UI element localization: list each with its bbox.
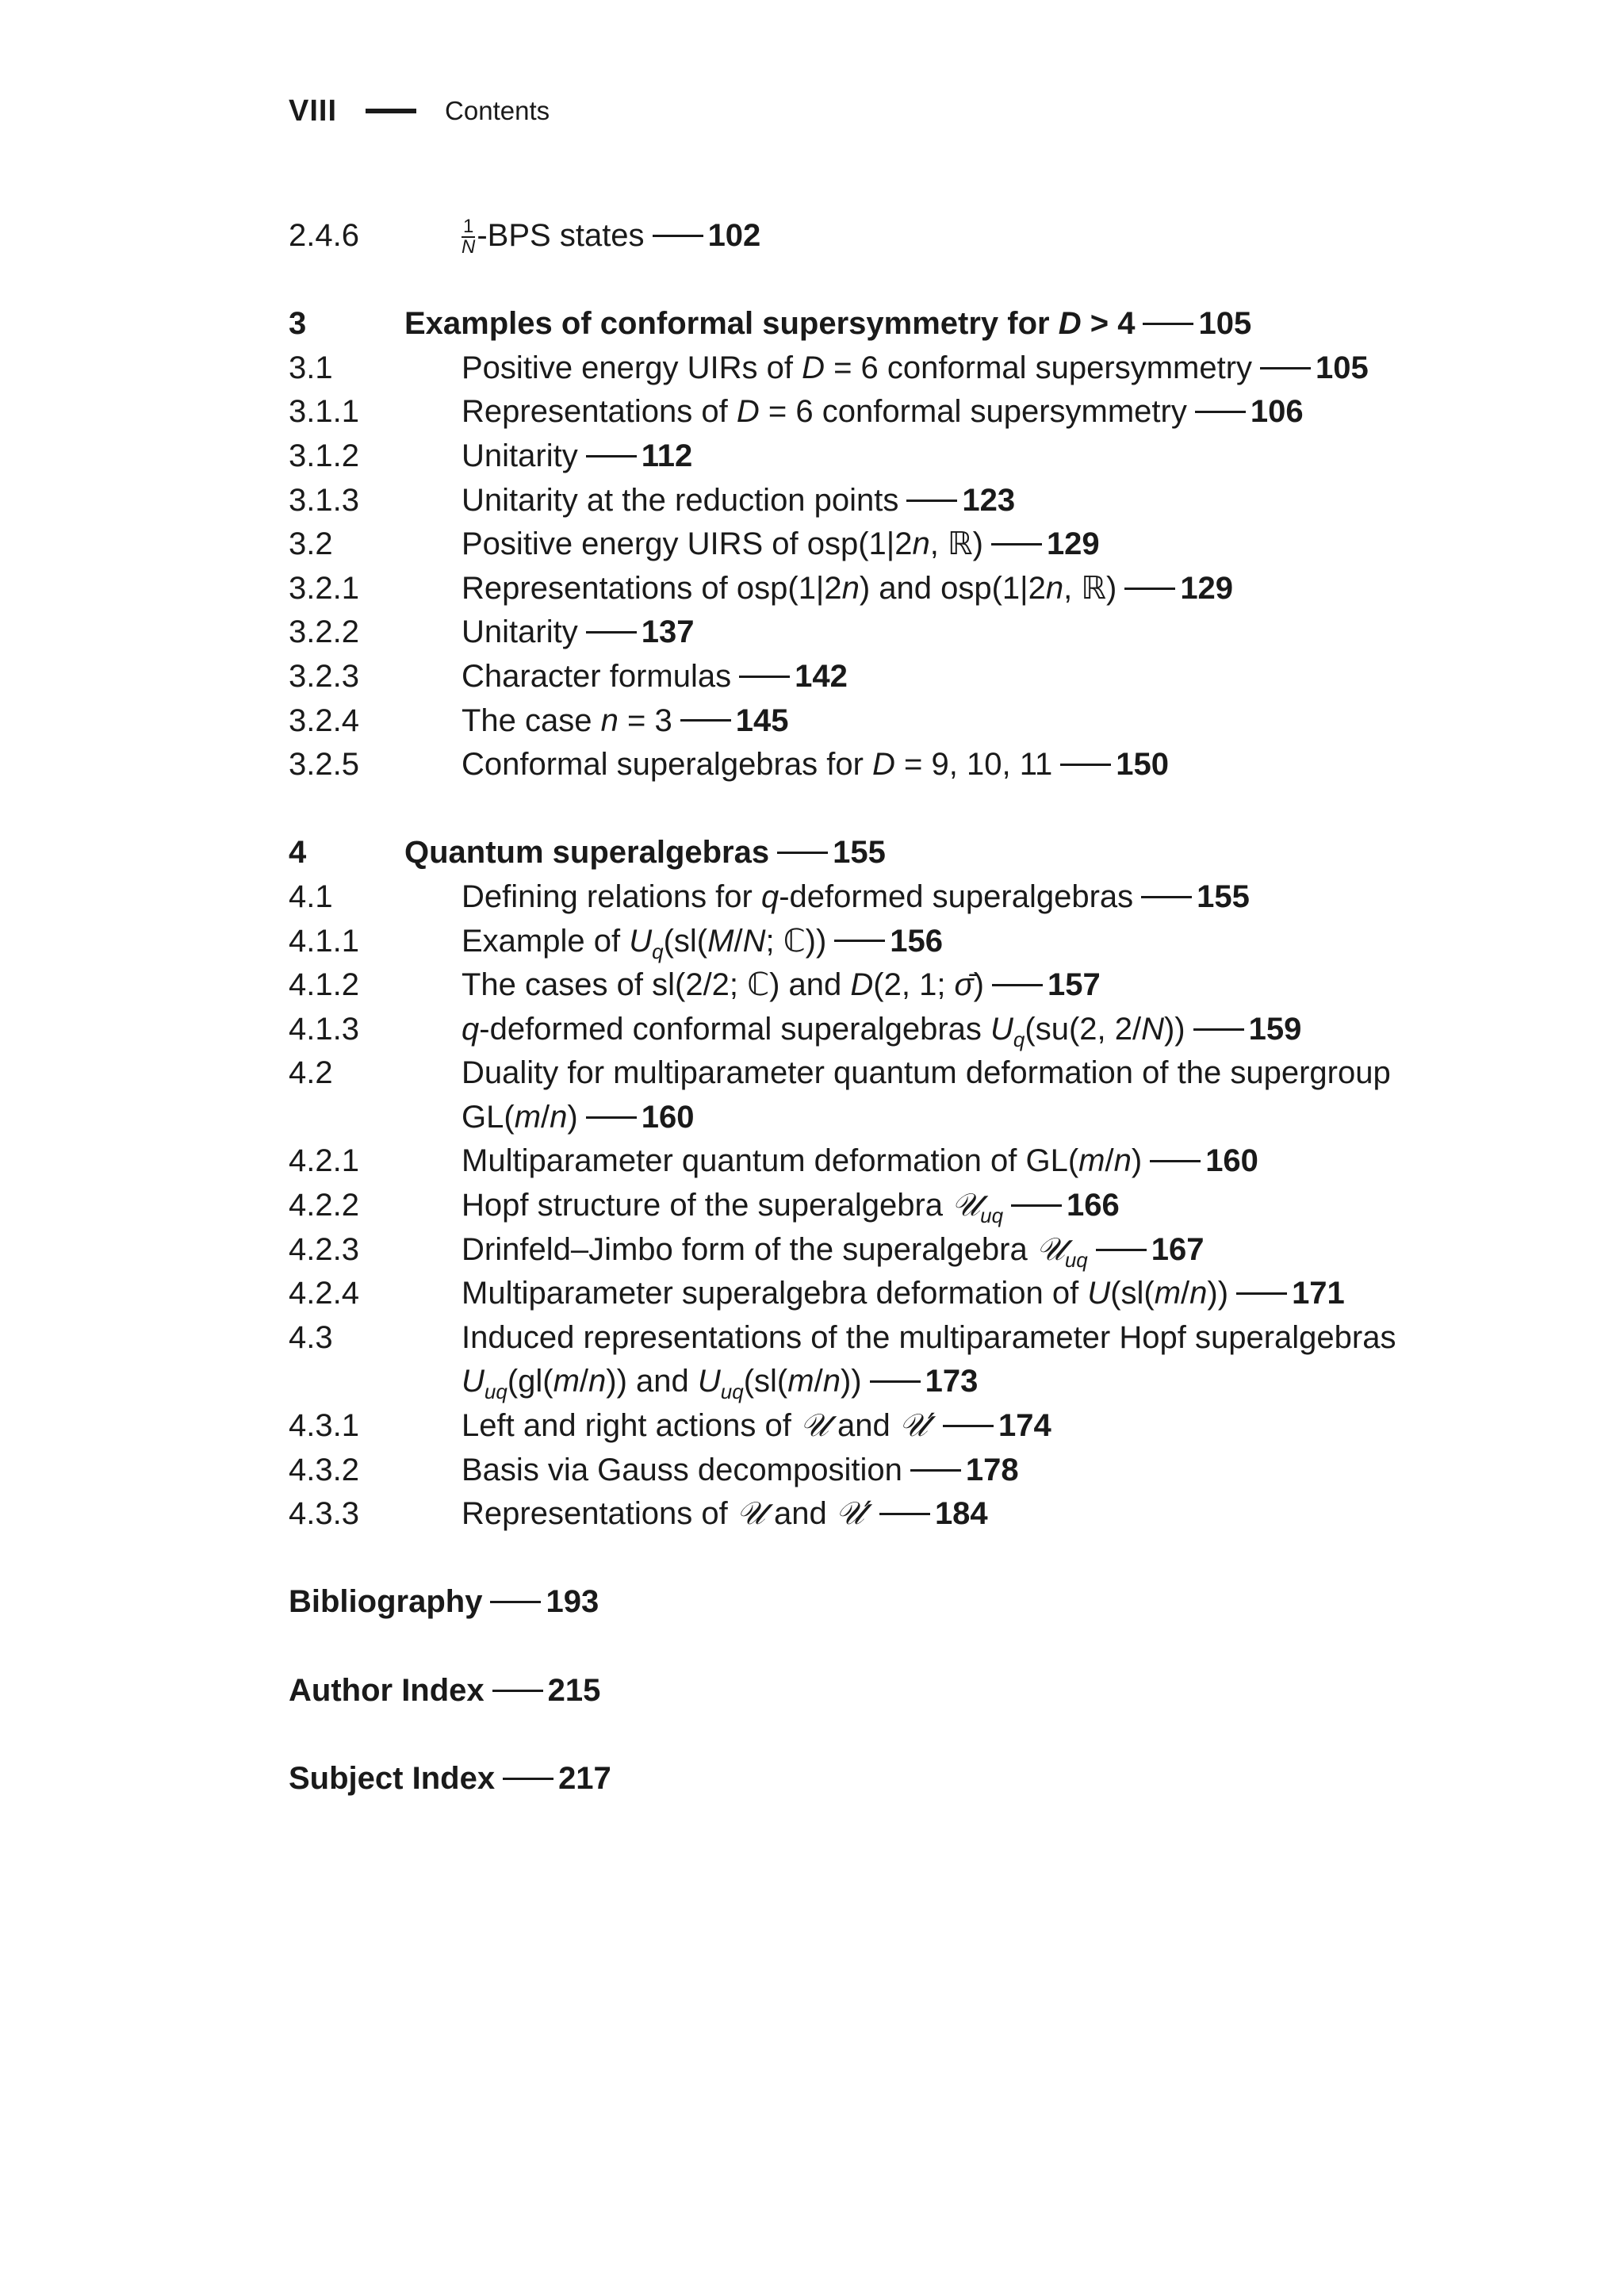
title-part: Representations of bbox=[462, 394, 737, 430]
title-part: Quantum superalgebras bbox=[404, 835, 770, 871]
toc-entry-number: 4.1.1 bbox=[289, 923, 359, 959]
fraction-denominator: N bbox=[462, 236, 476, 258]
title-part: Unitarity bbox=[462, 614, 578, 650]
calligraphic-symbol: 𝒰 bbox=[952, 1187, 981, 1224]
toc-entry[interactable] bbox=[289, 479, 1399, 523]
fraction bbox=[462, 217, 475, 257]
toc-entry[interactable] bbox=[289, 1272, 1399, 1316]
math-var: U bbox=[697, 1364, 721, 1399]
toc-entry-title bbox=[462, 699, 1397, 744]
title-part: , bbox=[1063, 570, 1082, 606]
toc-entry-number: 4.1.2 bbox=[289, 967, 359, 1003]
math-subscript: q bbox=[1013, 1027, 1025, 1051]
toc-entry-number: 3.2.3 bbox=[289, 658, 359, 694]
math-var: uq bbox=[980, 1204, 1004, 1228]
toc-entry-number: 4.1.3 bbox=[289, 1011, 359, 1047]
math-var: U bbox=[990, 1011, 1013, 1047]
title-part: Representations of osp(1|2 bbox=[462, 570, 842, 606]
title-part: / bbox=[814, 1364, 823, 1399]
toc-entry-page: 155 bbox=[833, 835, 886, 871]
toc-entry-title bbox=[462, 963, 1397, 1008]
toc-entry[interactable] bbox=[289, 611, 1399, 655]
toc-entry-number: 4.3 bbox=[289, 1319, 333, 1355]
toc-entry[interactable] bbox=[289, 1449, 1399, 1493]
toc-entry[interactable] bbox=[289, 214, 1399, 258]
toc-entry-title bbox=[462, 346, 1397, 391]
math-var: N bbox=[742, 923, 766, 959]
toc-entry-page: 160 bbox=[641, 1099, 695, 1135]
leader-rule bbox=[1195, 411, 1246, 413]
math-subscript bbox=[1065, 1248, 1088, 1272]
toc-entry-number: 4.3.2 bbox=[289, 1452, 359, 1487]
title-part: , bbox=[929, 526, 948, 562]
title-part: ) and osp(1|2 bbox=[859, 570, 1046, 606]
toc-entry[interactable] bbox=[289, 390, 1399, 434]
math-var: U bbox=[462, 1364, 485, 1399]
title-part: Bibliography bbox=[289, 1584, 483, 1620]
toc-entry-title bbox=[404, 302, 1340, 346]
title-part: Representations of bbox=[462, 1496, 737, 1532]
leader-rule bbox=[992, 984, 1043, 986]
math-subscript: q bbox=[652, 939, 664, 963]
toc-entry-number: 3.2.2 bbox=[289, 614, 359, 650]
toc-entry-number: 4 bbox=[289, 835, 307, 871]
leader-rule bbox=[777, 852, 828, 854]
calligraphic-symbol: 𝒰′ bbox=[835, 1495, 871, 1533]
header-running-title: Contents bbox=[445, 96, 550, 125]
toc-entry-title bbox=[462, 1139, 1397, 1184]
math-var: U bbox=[629, 923, 653, 959]
title-part: Multiparameter superalgebra deformation of bbox=[462, 1276, 1088, 1311]
toc-entry-number: 4.3.3 bbox=[289, 1496, 359, 1532]
math-var: D bbox=[872, 747, 895, 783]
title-part: Left and right actions of bbox=[462, 1408, 800, 1444]
toc-entry[interactable] bbox=[289, 1051, 1399, 1139]
toc-entry-title bbox=[462, 390, 1397, 434]
title-part: -deformed superalgebras bbox=[779, 879, 1134, 914]
calligraphic-symbol: 𝒰 bbox=[1036, 1231, 1065, 1268]
leader-rule bbox=[879, 1513, 930, 1515]
calligraphic-symbol: 𝒰 bbox=[799, 1407, 829, 1445]
title-part: Induced representations of the multiparameter Hopf superalgebras bbox=[462, 1319, 1396, 1355]
header-rule bbox=[366, 109, 416, 113]
leader-rule bbox=[906, 500, 957, 502]
title-part: / bbox=[541, 1099, 550, 1135]
toc-entry-page: 129 bbox=[1180, 570, 1234, 606]
toc-chapter-entry[interactable] bbox=[289, 302, 1399, 346]
math-var: n bbox=[912, 526, 930, 562]
math-var: U bbox=[1087, 1276, 1111, 1311]
toc-entry[interactable] bbox=[289, 743, 1399, 787]
toc-entry-number: 3.1.3 bbox=[289, 482, 359, 518]
toc-entry-title bbox=[289, 1580, 1224, 1625]
toc-entry-number: 3.2.4 bbox=[289, 702, 359, 738]
title-part: )) bbox=[1207, 1276, 1229, 1311]
title-part: )) bbox=[1163, 1011, 1185, 1047]
title-part: Multiparameter quantum deformation of GL( bbox=[462, 1143, 1079, 1179]
toc-entry-page: 166 bbox=[1067, 1188, 1120, 1223]
math-var: uq bbox=[1064, 1247, 1088, 1272]
leader-rule bbox=[680, 719, 731, 722]
title-part: Drinfeld–Jimbo form of the superalgebra bbox=[462, 1231, 1036, 1267]
math-var: m bbox=[553, 1364, 580, 1399]
toc-entry[interactable] bbox=[289, 655, 1399, 699]
title-part: Unitarity at the reduction points bbox=[462, 482, 899, 518]
toc-entry[interactable] bbox=[289, 963, 1399, 1008]
toc-entry[interactable] bbox=[289, 567, 1399, 611]
math-var: n bbox=[588, 1364, 607, 1399]
title-part: The case bbox=[462, 702, 601, 738]
math-var: D bbox=[1058, 306, 1082, 342]
title-part: Character formulas bbox=[462, 658, 732, 694]
toc-entry-page: 159 bbox=[1248, 1011, 1302, 1047]
spacer bbox=[289, 1625, 1399, 1669]
toc-entry-page: 184 bbox=[934, 1496, 988, 1532]
toc-entry-title bbox=[289, 1669, 1224, 1713]
calligraphic-symbol: 𝒰′ bbox=[898, 1407, 935, 1445]
toc-entry[interactable] bbox=[289, 699, 1399, 744]
title-part: (su(2, 2/ bbox=[1025, 1011, 1142, 1047]
toc-entry-number: 3 bbox=[289, 306, 307, 342]
leader-rule bbox=[503, 1778, 553, 1780]
title-part: / bbox=[1181, 1276, 1190, 1311]
title-part: and bbox=[764, 1496, 836, 1532]
toc-entry-page: 157 bbox=[1048, 967, 1101, 1003]
fraction-numerator: 1 bbox=[463, 216, 474, 238]
math-var: m bbox=[1154, 1276, 1182, 1311]
title-part: (2, 1; bbox=[873, 967, 955, 1003]
math-var: n bbox=[600, 702, 619, 738]
leader-rule bbox=[910, 1469, 961, 1472]
math-var: uq bbox=[484, 1380, 508, 1404]
toc-entry-title bbox=[462, 434, 1397, 479]
toc-entry-number: 2.4.6 bbox=[289, 218, 359, 253]
toc-entry[interactable] bbox=[289, 1316, 1399, 1404]
toc-entry-number: 3.2.1 bbox=[289, 570, 359, 606]
toc-entry-title bbox=[462, 567, 1397, 611]
toc-entry-title bbox=[462, 1492, 1397, 1537]
title-part: ; bbox=[765, 923, 783, 959]
toc-entry-page: 193 bbox=[546, 1584, 599, 1620]
toc-entry-title bbox=[462, 1051, 1397, 1139]
toc-entry-page: 106 bbox=[1250, 394, 1304, 430]
toc-entry-page: 217 bbox=[558, 1760, 611, 1796]
title-part: Positive energy UIRS of osp(1|2 bbox=[462, 526, 913, 562]
toc-entry[interactable] bbox=[289, 1492, 1399, 1537]
title-part: Example of bbox=[462, 923, 630, 959]
math-var: n bbox=[841, 570, 860, 606]
title-part: (sl( bbox=[663, 923, 708, 959]
math-var: n bbox=[1045, 570, 1064, 606]
toc-entry-title bbox=[462, 655, 1397, 699]
blackboard-symbol: ℝ bbox=[1081, 569, 1106, 607]
toc-entry[interactable] bbox=[289, 523, 1399, 567]
title-part: ) bbox=[972, 526, 983, 562]
toc-entry-page: 155 bbox=[1197, 879, 1250, 914]
math-var: q bbox=[462, 1011, 480, 1047]
title-part: / bbox=[733, 923, 743, 959]
toc-entry-number: 3.2.5 bbox=[289, 747, 359, 783]
title-part: (gl( bbox=[507, 1364, 553, 1399]
toc-entry-title bbox=[462, 1316, 1397, 1414]
toc-entry-page: 112 bbox=[641, 438, 693, 473]
toc-entry-title bbox=[462, 1404, 1397, 1449]
leader-rule bbox=[1193, 1028, 1244, 1031]
toc-entry-number: 4.2.2 bbox=[289, 1188, 359, 1223]
toc-entry[interactable] bbox=[289, 1139, 1399, 1184]
leader-rule bbox=[1143, 323, 1193, 325]
toc-entry-title bbox=[289, 1757, 1224, 1801]
toc-entry-page: 123 bbox=[962, 482, 1016, 518]
toc-entry-title bbox=[462, 479, 1397, 523]
toc-entry-page: 171 bbox=[1292, 1276, 1345, 1311]
math-var: D bbox=[850, 967, 874, 1003]
title-part: Hopf structure of the superalgebra bbox=[462, 1188, 952, 1223]
title-part: > 4 bbox=[1081, 306, 1136, 342]
toc-entry-number: 4.3.1 bbox=[289, 1408, 359, 1444]
title-part: Author Index bbox=[289, 1672, 485, 1708]
toc-entry-title bbox=[462, 1272, 1397, 1316]
toc-entry[interactable] bbox=[289, 1404, 1399, 1449]
math-var: n bbox=[1113, 1143, 1132, 1179]
leader-rule bbox=[870, 1380, 921, 1383]
title-part: )) bbox=[805, 923, 827, 959]
title-part: Conformal superalgebras for bbox=[462, 747, 873, 783]
toc-entry-number: 3.1 bbox=[289, 350, 333, 385]
leader-rule bbox=[653, 235, 703, 237]
toc-entry-number: 3.1.1 bbox=[289, 394, 359, 430]
toc-entry-number: 4.2 bbox=[289, 1055, 333, 1091]
title-part: ) bbox=[567, 1099, 578, 1135]
toc-entry-number: 4.2.4 bbox=[289, 1276, 359, 1311]
spacer bbox=[289, 1713, 1399, 1757]
leader-rule bbox=[834, 940, 885, 942]
title-part: )) and bbox=[606, 1364, 698, 1399]
leader-rule bbox=[586, 631, 637, 634]
toc-entry-page: 137 bbox=[641, 614, 695, 650]
math-subscript bbox=[485, 1380, 508, 1403]
math-var: M bbox=[707, 923, 734, 959]
leader-rule bbox=[1124, 588, 1175, 590]
toc-entry-page: 129 bbox=[1046, 526, 1100, 562]
toc-entry-page: 102 bbox=[707, 218, 761, 253]
leader-rule bbox=[490, 1601, 541, 1603]
title-part: )) bbox=[840, 1364, 862, 1399]
toc-entry-page: 178 bbox=[965, 1452, 1019, 1487]
header-page-number: VIII bbox=[289, 94, 338, 128]
title-part: Defining relations for bbox=[462, 879, 761, 914]
toc-entry-title bbox=[462, 611, 1397, 655]
toc-backmatter-entry[interactable] bbox=[289, 1757, 1399, 1801]
math-var: N bbox=[1141, 1011, 1164, 1047]
toc-entry[interactable] bbox=[289, 1184, 1399, 1228]
toc-entry[interactable] bbox=[289, 920, 1399, 964]
toc-entry-title bbox=[462, 523, 1397, 567]
leader-rule bbox=[1260, 367, 1311, 369]
leader-rule bbox=[1011, 1204, 1062, 1207]
math-var: σ̄ bbox=[954, 967, 974, 1003]
leader-rule bbox=[943, 1425, 994, 1427]
leader-rule bbox=[991, 543, 1042, 545]
toc-entry-title bbox=[462, 743, 1397, 787]
toc-entry-page: 145 bbox=[735, 702, 789, 738]
title-part: ) bbox=[973, 967, 984, 1003]
leader-rule bbox=[739, 676, 790, 678]
toc-entry[interactable] bbox=[289, 346, 1399, 391]
math-var: m bbox=[1078, 1143, 1105, 1179]
title-part: (sl( bbox=[1110, 1276, 1155, 1311]
leader-rule bbox=[586, 1116, 637, 1119]
title-part: Basis via Gauss decomposition bbox=[462, 1452, 902, 1487]
toc-backmatter-entry[interactable] bbox=[289, 1580, 1399, 1625]
toc-entry-page: 215 bbox=[547, 1672, 601, 1708]
toc-entry-page: 174 bbox=[998, 1408, 1051, 1444]
math-var: uq bbox=[720, 1380, 744, 1404]
math-subscript bbox=[721, 1380, 744, 1403]
math-var: m bbox=[787, 1364, 814, 1399]
calligraphic-symbol: 𝒰 bbox=[736, 1495, 765, 1533]
title-part: (sl( bbox=[743, 1364, 788, 1399]
toc-entry-page: 160 bbox=[1205, 1143, 1258, 1179]
title-part: and bbox=[828, 1408, 899, 1444]
math-var: n bbox=[550, 1099, 568, 1135]
title-part: Positive energy UIRs of bbox=[462, 350, 802, 385]
toc-entry-title bbox=[462, 875, 1397, 920]
title-part: ) bbox=[1105, 570, 1117, 606]
math-var: n bbox=[1189, 1276, 1208, 1311]
title-part: = 3 bbox=[618, 702, 672, 738]
toc-entry-page: 173 bbox=[925, 1364, 979, 1399]
toc-entry[interactable] bbox=[289, 1228, 1399, 1273]
title-part: = 6 conformal supersymmetry bbox=[759, 394, 1187, 430]
math-subscript bbox=[980, 1204, 1003, 1227]
title-part: / bbox=[1105, 1143, 1114, 1179]
leader-rule bbox=[586, 455, 637, 457]
toc-entry-title bbox=[462, 214, 1397, 258]
toc-entry-number: 3.1.2 bbox=[289, 438, 359, 473]
blackboard-symbol: ℝ bbox=[947, 526, 973, 563]
math-var: m bbox=[514, 1099, 542, 1135]
toc-entry-number: 4.1 bbox=[289, 879, 333, 914]
math-var: n bbox=[822, 1364, 841, 1399]
title-part: = 6 conformal supersymmetry bbox=[824, 350, 1253, 385]
spacer bbox=[289, 1537, 1399, 1581]
table-of-contents bbox=[289, 214, 1399, 1801]
math-var: D bbox=[736, 394, 760, 430]
leader-rule bbox=[1096, 1249, 1147, 1251]
toc-entry-page: 105 bbox=[1198, 306, 1252, 342]
title-part: Duality for multiparameter quantum deformation of the supergroup bbox=[462, 1055, 1391, 1091]
blackboard-symbol: ℂ bbox=[747, 967, 770, 1004]
title-part: GL( bbox=[462, 1099, 515, 1135]
blackboard-symbol: ℂ bbox=[783, 922, 806, 959]
leader-rule bbox=[492, 1690, 543, 1692]
toc-entry-number: 3.2 bbox=[289, 526, 333, 562]
leader-rule bbox=[1236, 1292, 1287, 1295]
title-part: Unitarity bbox=[462, 438, 578, 473]
toc-entry-page: 142 bbox=[795, 658, 848, 694]
math-var: q bbox=[760, 879, 779, 914]
toc-entry-number: 4.2.1 bbox=[289, 1143, 359, 1179]
toc-entry-title bbox=[404, 831, 1340, 875]
title-part: The cases of sl(2/2; bbox=[462, 967, 748, 1003]
leader-rule bbox=[1150, 1160, 1201, 1162]
title-part: Examples of conformal supersymmetry for bbox=[404, 306, 1059, 342]
toc-entry-title-text: -BPS states bbox=[477, 218, 645, 253]
spacer bbox=[289, 787, 1399, 832]
toc-chapter-entry[interactable] bbox=[289, 831, 1399, 875]
title-part: -deformed conformal superalgebras bbox=[479, 1011, 991, 1047]
leader-rule bbox=[1141, 896, 1192, 898]
toc-entry-title bbox=[462, 1449, 1397, 1493]
math-var: D bbox=[802, 350, 825, 385]
title-part: ) bbox=[1131, 1143, 1143, 1179]
title-part: = 9, 10, 11 bbox=[894, 747, 1053, 783]
running-header bbox=[289, 89, 550, 133]
title-part: Subject Index bbox=[289, 1760, 496, 1796]
title-part: / bbox=[579, 1364, 589, 1399]
toc-entry[interactable] bbox=[289, 434, 1399, 479]
title-part: ) and bbox=[769, 967, 851, 1003]
toc-entry-page: 105 bbox=[1316, 350, 1369, 385]
leader-rule bbox=[1060, 764, 1111, 766]
toc-entry-page: 156 bbox=[890, 923, 944, 959]
toc-entry[interactable] bbox=[289, 875, 1399, 920]
spacer bbox=[289, 258, 1399, 303]
toc-entry[interactable] bbox=[289, 1008, 1399, 1052]
toc-entry-number: 4.2.3 bbox=[289, 1231, 359, 1267]
toc-backmatter-entry[interactable] bbox=[289, 1669, 1399, 1713]
toc-entry-page: 150 bbox=[1116, 747, 1169, 783]
toc-entry-page: 167 bbox=[1151, 1231, 1205, 1267]
